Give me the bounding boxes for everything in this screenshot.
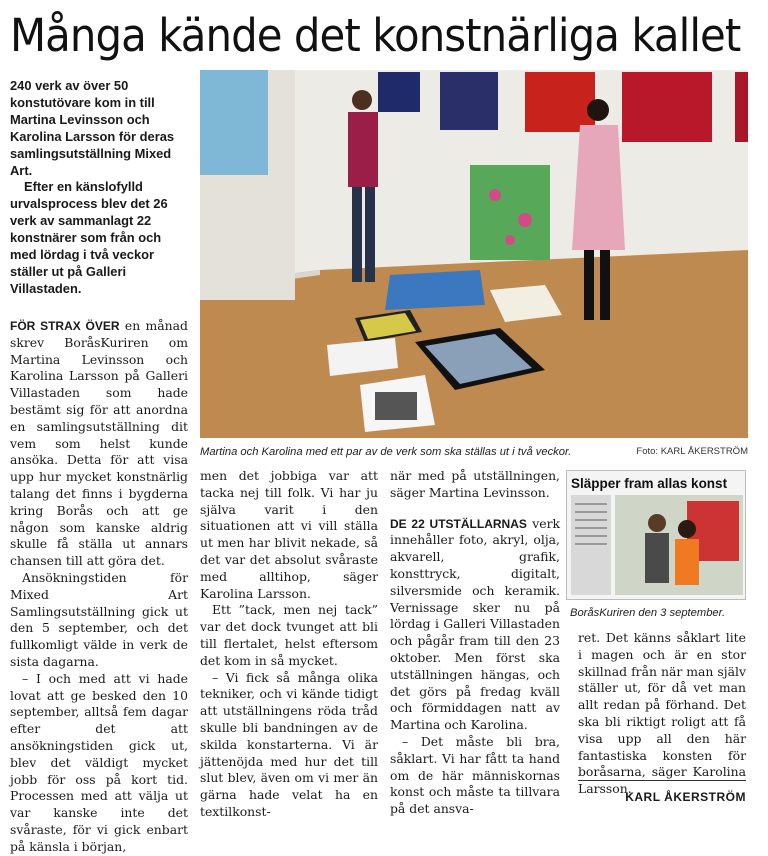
inset-caption: BoråsKuriren den 3 september. xyxy=(570,607,726,619)
photo-caption xyxy=(200,442,748,462)
photo-credit: Foto: KARL ÅKERSTRÖM xyxy=(636,446,748,457)
body-paragraph: ret. Det känns såklart lite i magen och är en stor skillnad från när man själv ställer ut, för då vet man allt redan på förhand. Det ska bli riktigt roligt att få visa upp all den här fantastiska konsten för boråsarna, säger Karolina Larsson. xyxy=(578,630,746,797)
body-paragraph: – I och med att vi hade lovat att ge besked den 10 september, alltså fem dagar efter det att ansökningstiden gick ut, blev det väldigt mycket jobb för oss på kort tid. Processen med att välja ut var kanske inte det svåraste, för vi gick enbart på känsla i början, xyxy=(10,670,188,854)
inset-photo-illustration xyxy=(567,471,747,601)
body-paragraph xyxy=(390,516,560,734)
lead-caps: DE 22 UTSTÄLLARNAS xyxy=(390,516,527,531)
byline-rule xyxy=(578,780,746,781)
body-paragraph: men det jobbiga var att tacka nej till folk. Vi har ju själva varit i den situationen att vi vill ställa ut men har blivit nekade, så det var det absolut svåraste med alltihop, säger Karolina Larsson. xyxy=(200,468,378,601)
body-paragraph: – Det måste bli bra, såklart. Vi har fått ta hand om de här människornas konst och måste ta tillvara på det ansva- xyxy=(390,733,560,817)
main-photo xyxy=(200,70,748,438)
ingress xyxy=(10,78,190,303)
body-column-3 xyxy=(390,468,561,817)
inset-headline: Släpper fram allas konst xyxy=(571,476,728,491)
body-paragraph: när med på utställningen, säger Martina Levinsson. xyxy=(390,468,560,500)
byline: KARL ÅKERSTRÖM xyxy=(625,790,746,804)
body-paragraph xyxy=(10,318,188,570)
photo-caption-text: Martina och Karolina med ett par av de verk som ska ställas ut i två veckor. xyxy=(200,446,572,458)
body-paragraph: – Vi fick så många olika tekniker, och vi kände tidigt att utställningens röda tråd skulle bli bandningen av de skilda konstarterna. Vi är jättenöjda med hur det till slut blev, även om vi mer än gärna hade velat ha en textilkonst- xyxy=(200,669,378,819)
ingress-paragraph-2: Efter en känslofylld urvalsprocess blev det 26 verk av sammanlagt 22 konstnärer som från och med lördag i två veckor ställer ut på Galleri Villastaden. xyxy=(10,179,168,296)
inset-clipping xyxy=(566,470,746,600)
body-text: verk innehåller foto, akryl, olja, akvarell, grafik, konsttryck, digitalt, silversmide och keramik. Vernissage sker nu på lördag i Galleri Villastaden och pågår fram till den 23 oktober. Men först ska utställningen hängas, och det görs på fredag kväll och förmiddagen natt av Martina och Karolina. xyxy=(390,515,561,733)
body-paragraph: Ett ”tack, men nej tack” var det dock tvunget att bli till flertalet, helst eftersom det kom in så mycket. xyxy=(200,602,378,668)
lead-caps: FÖR STRAX ÖVER xyxy=(10,319,120,333)
gallery-photo-illustration xyxy=(200,70,748,438)
body-text: en månad skrev BoråsKuriren om Martina Levinsson och Karolina Larsson på Galleri Villastaden som hade bestämt sig för att anordna en samlingsutställning dit vem som helst kunde ansöka. Detta för att visa upp hur mycket konstnärlig talang det finns i bygderna kring Borås och att ge någon som kanske aldrig skulle få ställa ut annars chansen till att göra det. xyxy=(10,318,188,569)
headline: Många kände det konstnärliga kallet xyxy=(10,9,741,62)
body-column-2 xyxy=(200,468,378,819)
ingress-paragraph-1: 240 verk av över 50 konstutövare kom in till Martina Levinsson och Karolina Larsson för deras samlingsutställning Mixed Art. xyxy=(10,78,175,178)
body-column-1 xyxy=(10,318,188,854)
body-paragraph: Ansökningstiden för Mixed Art Samlingsutställning gick ut den 5 september, och det fullkomligt välde in verk de sista dagarna. xyxy=(10,569,188,669)
